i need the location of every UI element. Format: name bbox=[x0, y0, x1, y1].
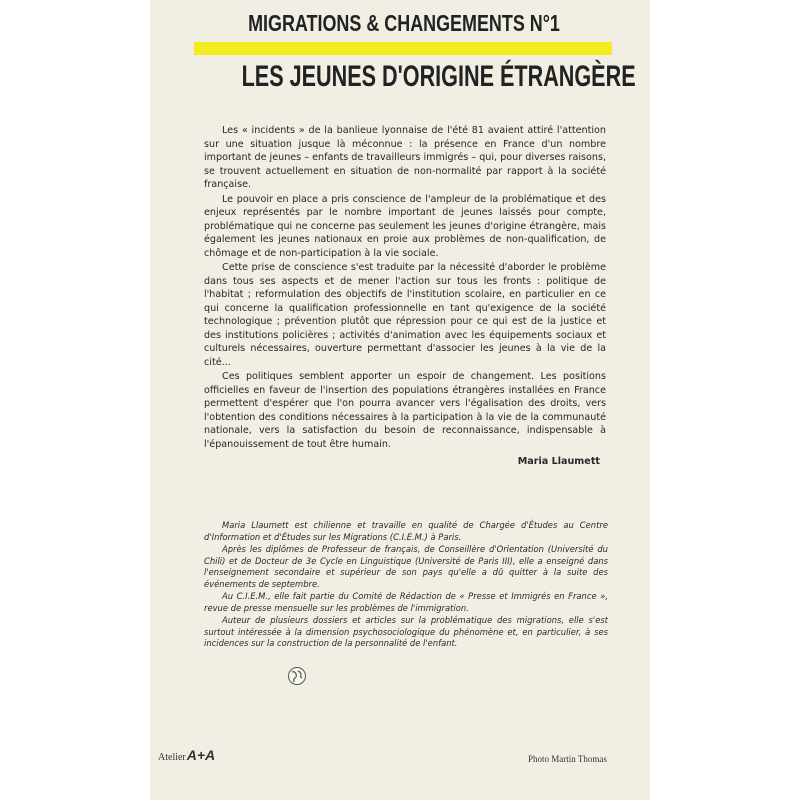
summary-paragraph: Le pouvoir en place a pris conscience de l'ampleur de la problématique et des enjeux représentés par le nombre important de jeunes laissés pour compte, problématique qui ne concerne pas seulement les jeunes d'origine étrangère, mais également les jeunes nationaux en proie aux problèmes de non-qualification, de chômage et de non-participation à la vie sociale. bbox=[204, 193, 606, 259]
bio-paragraph: Après les diplômes de Professeur de français, de Conseillère d'Orientation (Université du Chili) et de Docteur de 3e Cycle en Linguistique (Université de Paris III), elle a enseigné dans l'enseignement secondaire et supérieur de son pays qu'elle a dû quitter à la suite des événements de septembre. bbox=[204, 544, 608, 589]
yellow-band bbox=[194, 42, 612, 55]
globe-icon bbox=[287, 666, 307, 686]
summary-paragraph: Les « incidents » de la banlieue lyonnaise de l'été 81 avaient attiré l'attention sur une situation jusque là méconnue : la présence en France d'un nombre important de jeunes – enfants de travailleurs immigrés – qui, pour diverses raisons, se trouvent actuellement en situation de non-normalité par rapport à la société française. bbox=[204, 125, 606, 190]
summary-paragraph: Ces politiques semblent apporter un espoir de changement. Les positions officielles en faveur de l'insertion des populations étrangères installées en France permettent d'espérer que l'on pourra avancer vers l'égalisation des droits, vers l'obtention des conditions nécessaires à la participation à la vie de la communauté nationale, vers la satisfaction du besoin de reconnaissance, indispensable à l'épanouissement de tout être humain. bbox=[204, 371, 606, 450]
publisher-logo bbox=[158, 747, 215, 763]
publisher-mark: A+A bbox=[186, 747, 216, 763]
series-title: MIGRATIONS & CHANGEMENTS N°1 bbox=[248, 10, 560, 36]
author-signature: Maria Llaumett bbox=[517, 456, 600, 467]
back-cover bbox=[150, 0, 650, 800]
summary-paragraph: Cette prise de conscience s'est traduite par la nécessité d'aborder le problème dans tous ses aspects et de mener l'action sur tous les fronts : politique de l'habitat ; reformulation des objectifs de l'institution scolaire, en particulier en ce qui concerne la qualification professionnelle en tant qu'exigence de la société technologique ; prévention plutôt que répression pour ce qui est de la justice et des institutions policières ; activités d'animation avec les équipements sociaux et culturels nécessaires, ouverture permettant d'associer les jeunes à la vie de la cité... bbox=[204, 262, 606, 368]
bio-paragraph: Au C.I.E.M., elle fait partie du Comité de Rédaction de « Presse et Immigrés en France », revue de presse mensuelle sur les problèmes de l'immigration. bbox=[204, 591, 608, 613]
publisher-name: Atelier bbox=[158, 752, 186, 763]
photo-credit: Photo Martin Thomas bbox=[528, 754, 607, 764]
author-bio bbox=[204, 520, 608, 651]
summary-text bbox=[204, 124, 606, 469]
main-title: LES JEUNES D'ORIGINE ÉTRANGÈRE bbox=[241, 60, 636, 93]
bio-paragraph: Auteur de plusieurs dossiers et articles sur la problématique des migrations, elle s'est surtout intéressée à la dimension psychosociologique du phénomène et, en particulier, à ses incidences sur la construction de la personnalité de l'enfant. bbox=[204, 615, 608, 648]
bio-paragraph: Maria Llaumett est chilienne et travaille en qualité de Chargée d'Études au Centre d'Information et d'Études sur les Migrations (C.I.E.M.) à Paris. bbox=[204, 520, 608, 542]
